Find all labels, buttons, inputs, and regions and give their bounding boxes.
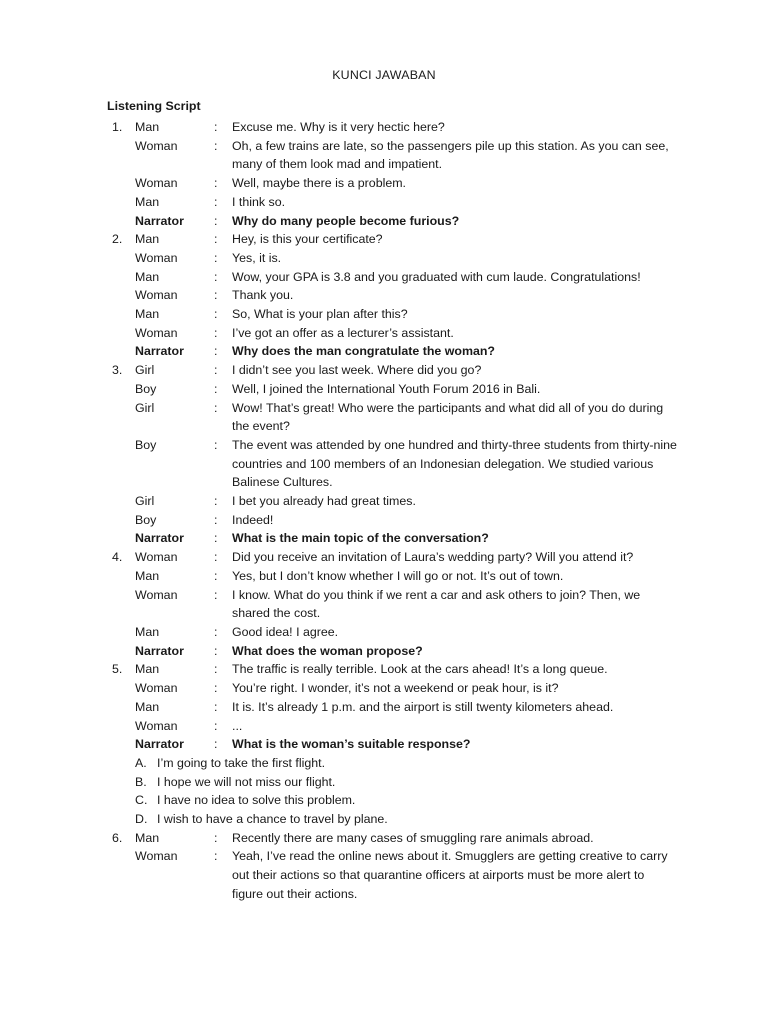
dialogue-text: What is the woman’s suitable response?	[232, 737, 471, 752]
option-text: I’m going to take the first flight.	[157, 755, 326, 770]
colon-separator: :	[214, 437, 218, 452]
dialogue-line	[0, 137, 768, 174]
colon-separator: :	[214, 512, 218, 527]
dialogue-text: Indeed!	[232, 512, 274, 527]
dialogue-line	[0, 193, 768, 212]
colon-separator: :	[214, 307, 218, 322]
dialogue-text: It is. It’s already 1 p.m. and the airport is still twenty kilometers ahead.	[232, 699, 614, 714]
dialogue-line	[0, 305, 768, 324]
dialogue-text: The event was attended by one hundred and thirty-three students from thirty-nine countries and 100 members of an Indonesian delegation. We studied various Balinese Cultures.	[232, 437, 677, 490]
speaker-name: Boy	[135, 512, 157, 527]
colon-separator: :	[214, 587, 218, 602]
option-text: I have no idea to solve this problem.	[157, 793, 356, 808]
colon-separator: :	[214, 699, 218, 714]
dialogue-line	[0, 249, 768, 268]
speaker-name: Narrator	[135, 643, 184, 658]
dialogue-line	[0, 829, 768, 848]
colon-separator: :	[214, 718, 218, 733]
speaker-name: Man	[135, 830, 160, 845]
narrator-question-row	[0, 342, 768, 361]
dialogue-line	[0, 847, 768, 903]
dialogue-text: Excuse me. Why is it very hectic here?	[232, 120, 445, 134]
answer-option	[0, 810, 768, 829]
speaker-name: Man	[135, 699, 160, 714]
speaker-name: Woman	[135, 718, 178, 733]
speaker-name: Man	[135, 568, 160, 583]
dialogue-text: Why do many people become furious?	[232, 213, 460, 228]
item-number: 6.	[112, 830, 123, 845]
item-number: 4.	[112, 550, 123, 565]
dialogue-text: Yes, it is.	[232, 250, 282, 265]
colon-separator: :	[214, 269, 218, 284]
speaker-name: Man	[135, 120, 160, 134]
dialogue-line	[0, 174, 768, 193]
dialogue-text: I’ve got an offer as a lecturer’s assistant.	[232, 325, 454, 340]
colon-separator: :	[214, 213, 218, 228]
colon-separator: :	[214, 325, 218, 340]
dialogue-line	[0, 286, 768, 305]
speaker-name: Narrator	[135, 213, 184, 228]
dialogue-line	[0, 492, 768, 511]
dialogue-line	[0, 324, 768, 343]
answer-option	[0, 791, 768, 810]
speaker-name: Woman	[135, 288, 178, 303]
option-text: I wish to have a chance to travel by plane.	[157, 811, 388, 826]
speaker-name: Girl	[135, 363, 155, 378]
speaker-name: Man	[135, 269, 160, 284]
dialogue-line	[0, 380, 768, 399]
dialogue-text: Wow! That’s great! Who were the participants and what did all of you do during the event?	[232, 400, 664, 434]
dialogue-line	[0, 567, 768, 586]
colon-separator: :	[214, 494, 218, 509]
speaker-name: Girl	[135, 494, 155, 509]
narrator-question-row	[0, 642, 768, 661]
dialogue-line	[0, 586, 768, 623]
dialogue-text: Yeah, I’ve read the online news about it. Smugglers are getting creative to carry out their actions so that quarantine officers at airports must be more alert to figure out their actions.	[232, 849, 668, 901]
speaker-name: Man	[135, 194, 160, 209]
script-content	[0, 118, 768, 903]
dialogue-text: Hey, is this your certificate?	[232, 232, 383, 247]
speaker-name: Narrator	[135, 344, 184, 359]
colon-separator: :	[214, 363, 218, 378]
speaker-name: Woman	[135, 250, 178, 265]
dialogue-line	[0, 436, 768, 492]
dialogue-line	[0, 268, 768, 287]
dialogue-text: I think so.	[232, 194, 286, 209]
colon-separator: :	[214, 568, 218, 583]
dialogue-text: Why does the man congratulate the woman?	[232, 344, 495, 359]
speaker-name: Man	[135, 232, 160, 247]
colon-separator: :	[214, 531, 218, 546]
colon-separator: :	[214, 550, 218, 565]
dialogue-text: Well, I joined the International Youth Forum 2016 in Bali.	[232, 381, 541, 396]
colon-separator: :	[214, 381, 218, 396]
colon-separator: :	[214, 250, 218, 265]
dialogue-text: The traffic is really terrible. Look at the cars ahead! It’s a long queue.	[232, 662, 608, 677]
colon-separator: :	[214, 624, 218, 639]
dialogue-text: Recently there are many cases of smuggling rare animals abroad.	[232, 830, 594, 845]
colon-separator: :	[214, 138, 218, 153]
dialogue-line	[0, 679, 768, 698]
narrator-question-row	[0, 529, 768, 548]
speaker-name: Woman	[135, 550, 178, 565]
dialogue-line	[0, 548, 768, 567]
option-letter: C.	[135, 793, 148, 808]
colon-separator: :	[214, 737, 218, 752]
dialogue-text: Wow, your GPA is 3.8 and you graduated with cum laude. Congratulations!	[232, 269, 641, 284]
option-letter: D.	[135, 811, 148, 826]
narrator-question-row	[0, 212, 768, 231]
dialogue-line	[0, 698, 768, 717]
colon-separator: :	[214, 176, 218, 191]
speaker-name: Narrator	[135, 737, 184, 752]
speaker-name: Narrator	[135, 531, 184, 546]
speaker-name: Woman	[135, 138, 178, 153]
dialogue-line	[0, 399, 768, 436]
speaker-name: Woman	[135, 325, 178, 340]
section-title: Listening Script	[107, 99, 201, 113]
dialogue-text: I bet you already had great times.	[232, 494, 416, 509]
dialogue-text: What is the main topic of the conversation?	[232, 531, 489, 546]
item-number: 1.	[112, 120, 123, 134]
option-text: I hope we will not miss our flight.	[157, 774, 336, 789]
dialogue-text: I didn’t see you last week. Where did you go?	[232, 363, 482, 378]
speaker-name: Man	[135, 307, 160, 322]
speaker-name: Man	[135, 624, 160, 639]
item-number: 5.	[112, 662, 123, 677]
colon-separator: :	[214, 120, 218, 134]
narrator-question-row	[0, 735, 768, 754]
dialogue-text: You’re right. I wonder, it’s not a weekend or peak hour, is it?	[232, 681, 559, 696]
dialogue-text: Thank you.	[232, 288, 294, 303]
colon-separator: :	[214, 288, 218, 303]
speaker-name: Boy	[135, 381, 157, 396]
answer-option	[0, 773, 768, 792]
colon-separator: :	[214, 849, 218, 864]
dialogue-text: ...	[232, 718, 243, 733]
answer-option	[0, 754, 768, 773]
speaker-name: Woman	[135, 681, 178, 696]
speaker-name: Man	[135, 662, 160, 677]
dialogue-text: Well, maybe there is a problem.	[232, 176, 407, 191]
speaker-name: Boy	[135, 437, 157, 452]
dialogue-line	[0, 511, 768, 530]
colon-separator: :	[214, 662, 218, 677]
colon-separator: :	[214, 643, 218, 658]
dialogue-text: I know. What do you think if we rent a car and ask others to join? Then, we shared the cost.	[232, 587, 641, 621]
option-letter: A.	[135, 755, 147, 770]
speaker-name: Woman	[135, 849, 178, 864]
speaker-name: Woman	[135, 176, 178, 191]
dialogue-line	[0, 717, 768, 736]
page-title: KUNCI JAWABAN	[332, 68, 436, 82]
dialogue-line	[0, 118, 768, 137]
colon-separator: :	[214, 344, 218, 359]
colon-separator: :	[214, 194, 218, 209]
dialogue-line	[0, 230, 768, 249]
dialogue-text: Good idea! I agree.	[232, 624, 339, 639]
speaker-name: Woman	[135, 587, 178, 602]
dialogue-text: Did you receive an invitation of Laura’s wedding party? Will you attend it?	[232, 550, 634, 565]
colon-separator: :	[214, 400, 218, 415]
dialogue-text: What does the woman propose?	[232, 643, 423, 658]
dialogue-line	[0, 623, 768, 642]
speaker-name: Girl	[135, 400, 155, 415]
colon-separator: :	[214, 232, 218, 247]
colon-separator: :	[214, 681, 218, 696]
item-number: 3.	[112, 363, 123, 378]
dialogue-line	[0, 660, 768, 679]
dialogue-text: Oh, a few trains are late, so the passengers pile up this station. As you can see, many of them look mad and impatient.	[232, 138, 669, 172]
dialogue-text: So, What is your plan after this?	[232, 307, 408, 322]
option-letter: B.	[135, 774, 147, 789]
dialogue-line	[0, 361, 768, 380]
dialogue-text: Yes, but I don’t know whether I will go or not. It’s out of town.	[232, 568, 564, 583]
item-number: 2.	[112, 232, 123, 247]
colon-separator: :	[214, 830, 218, 845]
